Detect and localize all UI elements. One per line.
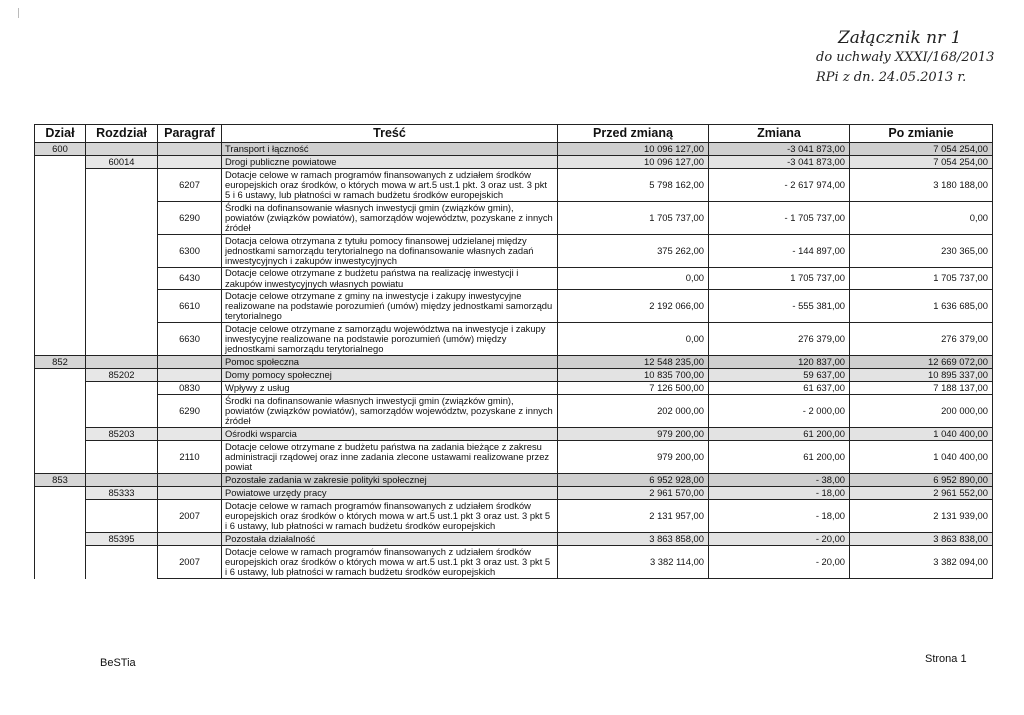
cell-rozdzial [86, 546, 158, 579]
cell-rozdzial: 85202 [86, 369, 158, 382]
cell-tresc: Środki na dofinansowanie własnych inwestycji gmin (związków gmin), powiatów (związków powiatów), samorządów województw, pozyskane z innych źródeł [222, 395, 558, 428]
cell-przed: 1 705 737,00 [558, 202, 709, 235]
header-paragraf: Paragraf [158, 125, 222, 143]
cell-rozdzial [86, 500, 158, 533]
header-rozdzial: Rozdział [86, 125, 158, 143]
paragraf-row [35, 290, 993, 323]
footer-software: BeSTia [100, 657, 136, 669]
cell-rozdzial [86, 356, 158, 369]
cell-przed: 7 126 500,00 [558, 382, 709, 395]
cell-rozdzial: 85203 [86, 428, 158, 441]
cell-przed: 979 200,00 [558, 441, 709, 474]
cell-po: 276 379,00 [850, 323, 993, 356]
cell-rozdzial [86, 143, 158, 156]
cell-po: 230 365,00 [850, 235, 993, 268]
cell-rozdzial: 85333 [86, 487, 158, 500]
annotation-line-3: RPi z dn. 24.05.2013 r. [816, 70, 967, 85]
cell-tresc: Dotacje celowe otrzymane z budżetu państwa na zadania bieżące z zakresu administracji rządowej oraz inne zadania zlecone ustawami realizowane przez powiat [222, 441, 558, 474]
cell-dzial [35, 533, 86, 546]
cell-dzial [35, 428, 86, 441]
cell-zmiana: - 38,00 [709, 474, 850, 487]
cell-tresc: Dotacje celowe w ramach programów finansowanych z udziałem środków europejskich oraz środków o których mowa w art.5 ust.1 pkt 3 oraz ust. 3 pkt 5 i 6 ustawy, lub płatności w ramach budżetu środków europejskich [222, 500, 558, 533]
cell-tresc: Dotacje celowe w ramach programów finansowanych z udziałem środków europejskich oraz środków o których mowa w art.5 ust.1 pkt 3 oraz ust. 3 pkt 5 i 6 ustawy, lub płatności w ramach budżetu środków europejskich [222, 546, 558, 579]
paragraf-row [35, 169, 993, 202]
paragraf-row [35, 202, 993, 235]
cell-przed: 202 000,00 [558, 395, 709, 428]
cell-zmiana: 120 837,00 [709, 356, 850, 369]
cell-tresc: Dotacje celowe otrzymane z samorządu województwa na inwestycje i zakupy inwestycyjne realizowane na podstawie porozumień (umów) między jednostkami samorządu terytorialnego [222, 323, 558, 356]
cell-paragraf: 6290 [158, 395, 222, 428]
cell-dzial [35, 156, 86, 169]
cell-dzial [35, 500, 86, 533]
cell-rozdzial [86, 441, 158, 474]
cell-po: 2 131 939,00 [850, 500, 993, 533]
cell-tresc: Środki na dofinansowanie własnych inwestycji gmin (związków gmin), powiatów (związków powiatów), samorządów województw, pozyskane z innych źródeł [222, 202, 558, 235]
cell-tresc: Powiatowe urzędy pracy [222, 487, 558, 500]
cell-dzial [35, 441, 86, 474]
scan-mark [18, 8, 21, 18]
cell-zmiana: -3 041 873,00 [709, 143, 850, 156]
cell-paragraf: 6207 [158, 169, 222, 202]
cell-tresc: Dotacje celowe w ramach programów finansowanych z udziałem środków europejskich oraz środków, o których mowa w art.5 ust.1 pkt. 3 oraz ust. 3 pkt 5 i 6 ustawy, lub płatności w ramach budżetu środków europejskich [222, 169, 558, 202]
cell-po: 10 895 337,00 [850, 369, 993, 382]
rozdzial-row [35, 428, 993, 441]
cell-po: 1 040 400,00 [850, 441, 993, 474]
cell-rozdzial [86, 268, 158, 290]
rozdzial-row [35, 533, 993, 546]
cell-rozdzial: 85395 [86, 533, 158, 546]
cell-paragraf [158, 369, 222, 382]
cell-tresc: Pozostała działalność [222, 533, 558, 546]
cell-po: 3 382 094,00 [850, 546, 993, 579]
cell-przed: 10 096 127,00 [558, 143, 709, 156]
cell-paragraf: 2007 [158, 500, 222, 533]
header-dzial: Dział [35, 125, 86, 143]
cell-zmiana: - 20,00 [709, 546, 850, 579]
cell-po: 6 952 890,00 [850, 474, 993, 487]
cell-paragraf [158, 428, 222, 441]
cell-przed: 0,00 [558, 268, 709, 290]
paragraf-row [35, 395, 993, 428]
paragraf-row [35, 235, 993, 268]
cell-zmiana: - 555 381,00 [709, 290, 850, 323]
dzial-row [35, 143, 993, 156]
cell-dzial: 852 [35, 356, 86, 369]
cell-tresc: Pozostałe zadania w zakresie polityki społecznej [222, 474, 558, 487]
cell-rozdzial [86, 235, 158, 268]
cell-po: 2 961 552,00 [850, 487, 993, 500]
cell-paragraf [158, 533, 222, 546]
cell-tresc: Ośrodki wsparcia [222, 428, 558, 441]
dzial-row [35, 474, 993, 487]
cell-paragraf [158, 156, 222, 169]
paragraf-row [35, 268, 993, 290]
cell-przed: 2 131 957,00 [558, 500, 709, 533]
cell-przed: 5 798 162,00 [558, 169, 709, 202]
cell-zmiana: - 1 705 737,00 [709, 202, 850, 235]
annotation-line-1: Załącznik nr 1 [838, 28, 962, 48]
cell-przed: 3 863 858,00 [558, 533, 709, 546]
cell-rozdzial [86, 474, 158, 487]
cell-zmiana: 1 705 737,00 [709, 268, 850, 290]
cell-paragraf: 6630 [158, 323, 222, 356]
cell-dzial [35, 268, 86, 290]
cell-zmiana: - 144 897,00 [709, 235, 850, 268]
cell-zmiana: - 2 617 974,00 [709, 169, 850, 202]
cell-po: 1 636 685,00 [850, 290, 993, 323]
cell-po: 7 188 137,00 [850, 382, 993, 395]
cell-paragraf [158, 143, 222, 156]
header-po-zmianie: Po zmianie [850, 125, 993, 143]
cell-paragraf: 6610 [158, 290, 222, 323]
cell-po: 7 054 254,00 [850, 156, 993, 169]
cell-rozdzial [86, 323, 158, 356]
cell-przed: 12 548 235,00 [558, 356, 709, 369]
header-zmiana: Zmiana [709, 125, 850, 143]
header-tresc: Treść [222, 125, 558, 143]
paragraf-row [35, 323, 993, 356]
cell-zmiana: - 2 000,00 [709, 395, 850, 428]
cell-paragraf: 6300 [158, 235, 222, 268]
cell-paragraf [158, 474, 222, 487]
cell-zmiana: - 20,00 [709, 533, 850, 546]
cell-przed: 375 262,00 [558, 235, 709, 268]
cell-rozdzial [86, 290, 158, 323]
cell-tresc: Dotacja celowa otrzymana z tytułu pomocy finansowej udzielanej między jednostkami samorządu terytorialnego na dofinansowanie własnych zadań inwestycyjnych i zakupów inwestycyjnych [222, 235, 558, 268]
paragraf-row [35, 546, 993, 579]
cell-dzial [35, 546, 86, 579]
cell-paragraf [158, 356, 222, 369]
dzial-row [35, 356, 993, 369]
cell-zmiana: - 18,00 [709, 487, 850, 500]
cell-dzial [35, 487, 86, 500]
rozdzial-row [35, 369, 993, 382]
cell-po: 1 705 737,00 [850, 268, 993, 290]
cell-tresc: Transport i łączność [222, 143, 558, 156]
cell-po: 3 863 838,00 [850, 533, 993, 546]
cell-dzial [35, 290, 86, 323]
cell-dzial [35, 235, 86, 268]
cell-paragraf: 6290 [158, 202, 222, 235]
cell-zmiana: 61 200,00 [709, 441, 850, 474]
cell-dzial [35, 395, 86, 428]
cell-zmiana: - 18,00 [709, 500, 850, 533]
paragraf-row [35, 382, 993, 395]
cell-rozdzial [86, 202, 158, 235]
cell-dzial [35, 369, 86, 382]
cell-przed: 2 192 066,00 [558, 290, 709, 323]
budget-table [34, 124, 993, 579]
table-header-row [35, 125, 993, 143]
rozdzial-row [35, 156, 993, 169]
cell-tresc: Dotacje celowe otrzymane z budżetu państwa na realizację inwestycji i zakupów inwestycyjnych własnych powiatu [222, 268, 558, 290]
cell-dzial [35, 382, 86, 395]
cell-tresc: Drogi publiczne powiatowe [222, 156, 558, 169]
handwritten-annotation [808, 6, 1020, 110]
annotation-line-2: do uchwały XXXI/168/2013 [816, 50, 995, 65]
cell-przed: 10 096 127,00 [558, 156, 709, 169]
cell-po: 7 054 254,00 [850, 143, 993, 156]
paragraf-row [35, 500, 993, 533]
cell-przed: 6 952 928,00 [558, 474, 709, 487]
cell-paragraf [158, 487, 222, 500]
cell-tresc: Wpływy z usług [222, 382, 558, 395]
cell-dzial [35, 169, 86, 202]
cell-dzial: 853 [35, 474, 86, 487]
cell-rozdzial [86, 382, 158, 395]
cell-po: 12 669 072,00 [850, 356, 993, 369]
cell-zmiana: -3 041 873,00 [709, 156, 850, 169]
cell-zmiana: 61 200,00 [709, 428, 850, 441]
cell-paragraf: 2110 [158, 441, 222, 474]
cell-tresc: Domy pomocy społecznej [222, 369, 558, 382]
cell-po: 1 040 400,00 [850, 428, 993, 441]
cell-paragraf: 2007 [158, 546, 222, 579]
cell-dzial [35, 202, 86, 235]
cell-przed: 979 200,00 [558, 428, 709, 441]
cell-przed: 0,00 [558, 323, 709, 356]
cell-paragraf: 6430 [158, 268, 222, 290]
cell-dzial: 600 [35, 143, 86, 156]
cell-rozdzial [86, 169, 158, 202]
cell-zmiana: 276 379,00 [709, 323, 850, 356]
cell-zmiana: 61 637,00 [709, 382, 850, 395]
cell-rozdzial: 60014 [86, 156, 158, 169]
cell-po: 200 000,00 [850, 395, 993, 428]
cell-tresc: Pomoc społeczna [222, 356, 558, 369]
cell-przed: 3 382 114,00 [558, 546, 709, 579]
cell-po: 0,00 [850, 202, 993, 235]
cell-rozdzial [86, 395, 158, 428]
paragraf-row [35, 441, 993, 474]
cell-po: 3 180 188,00 [850, 169, 993, 202]
cell-przed: 2 961 570,00 [558, 487, 709, 500]
cell-tresc: Dotacje celowe otrzymane z gminy na inwestycje i zakupy inwestycyjne realizowane na podstawie porozumień (umów) między jednostkami samorządu terytorialnego [222, 290, 558, 323]
header-przed-zmiana: Przed zmianą [558, 125, 709, 143]
cell-paragraf: 0830 [158, 382, 222, 395]
cell-zmiana: 59 637,00 [709, 369, 850, 382]
cell-przed: 10 835 700,00 [558, 369, 709, 382]
cell-dzial [35, 323, 86, 356]
footer-page-number: Strona 1 [925, 653, 967, 665]
rozdzial-row [35, 487, 993, 500]
